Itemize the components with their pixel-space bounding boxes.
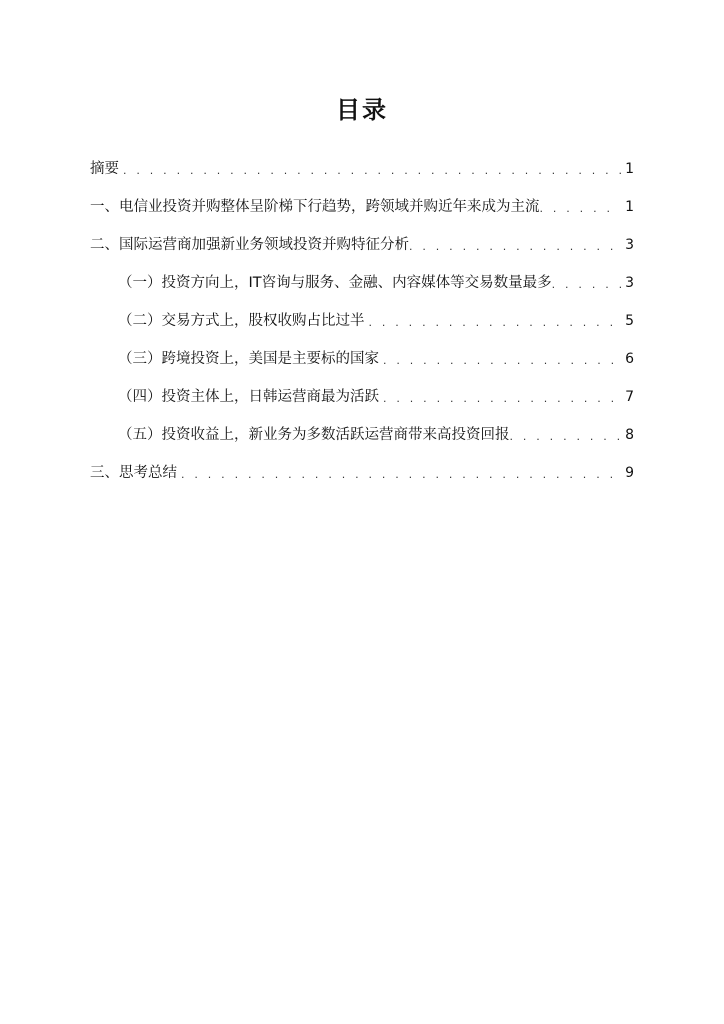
toc-dot-leader [409, 237, 621, 257]
table-of-contents [90, 150, 634, 492]
toc-dot-leader [510, 427, 622, 447]
toc-entry-label: 三、思考总结 [90, 465, 177, 481]
toc-dot-leader [540, 199, 622, 219]
toc-dot-leader [181, 465, 621, 485]
toc-entry-section-3[interactable] [90, 454, 634, 492]
toc-entry-label: （四）投资主体上，日韩运营商最为活跃 [118, 389, 379, 405]
toc-dot-leader [369, 313, 622, 333]
toc-entry-section-2-2[interactable] [90, 302, 634, 340]
toc-entry-label: （五）投资收益上，新业务为多数活跃运营商带来高投资回报 [118, 427, 510, 443]
toc-dot-leader [552, 275, 621, 295]
toc-page-number: 5 [625, 313, 634, 329]
toc-entry-label: （二）交易方式上，股权收购占比过半 [118, 313, 365, 329]
toc-entry-section-2-5[interactable] [90, 416, 634, 454]
toc-entry-label: 摘要 [90, 161, 119, 177]
toc-page-number: 7 [625, 389, 634, 405]
toc-entry-section-2[interactable] [90, 226, 634, 264]
toc-entry-section-2-1[interactable] [90, 264, 634, 302]
toc-page-number: 3 [625, 275, 634, 291]
toc-entry-label: 一、电信业投资并购整体呈阶梯下行趋势，跨领域并购近年来成为主流 [90, 199, 540, 215]
toc-entry-abstract[interactable] [90, 150, 634, 188]
toc-dot-leader [383, 389, 621, 409]
toc-page-number: 3 [625, 237, 634, 253]
toc-dot-leader [383, 351, 621, 371]
toc-entry-label: （三）跨境投资上，美国是主要标的国家 [118, 351, 379, 367]
toc-entry-section-2-3[interactable] [90, 340, 634, 378]
toc-dot-leader [123, 161, 621, 181]
toc-entry-label: 二、国际运营商加强新业务领域投资并购特征分析 [90, 237, 409, 253]
toc-page-number: 6 [625, 351, 634, 367]
toc-entry-section-2-4[interactable] [90, 378, 634, 416]
page-title: 目录 [336, 96, 388, 124]
toc-page-number: 9 [625, 465, 634, 481]
toc-entry-section-1[interactable] [90, 188, 634, 226]
toc-entry-label: （一）投资方向上，IT咨询与服务、金融、内容媒体等交易数量最多 [118, 275, 552, 291]
toc-page-number: 8 [625, 427, 634, 443]
toc-page-number: 1 [625, 161, 634, 177]
toc-page-number: 1 [625, 199, 634, 215]
